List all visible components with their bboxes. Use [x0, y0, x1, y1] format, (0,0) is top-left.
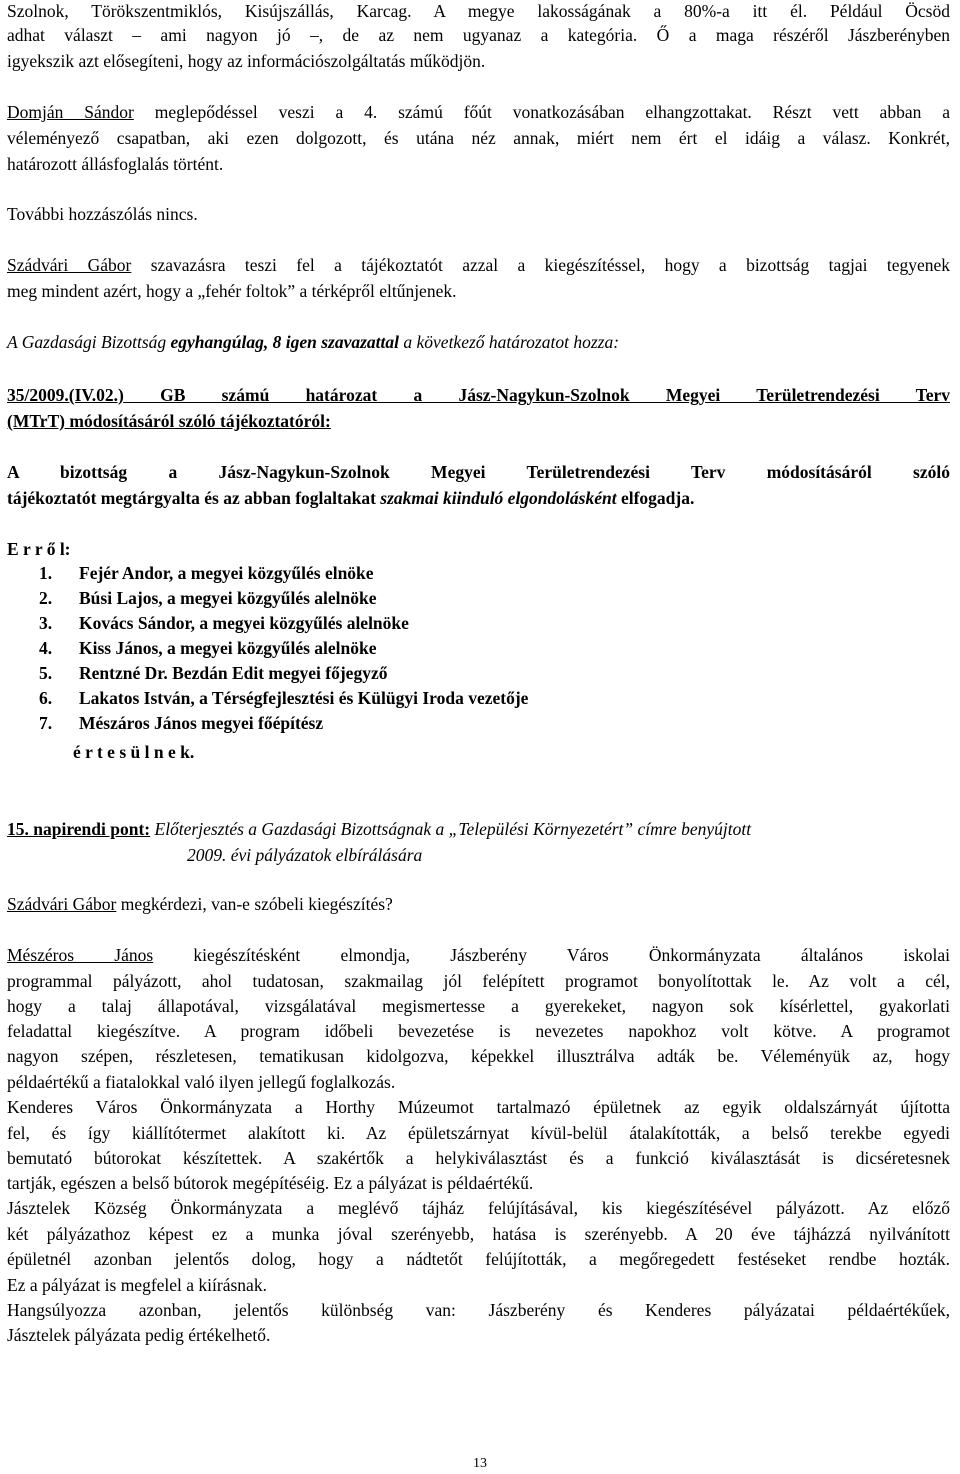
list-text: Búsi Lajos, a megyei közgyűlés alelnöke [79, 588, 377, 608]
text-line: Jásztelek Község Önkormányzata a meglévő tájház felújításával, kis kiegészítésével pályázott. Az előző [7, 1198, 950, 1218]
text-line: véleményező csapatban, aki ezen dolgozott, és utána néz annak, miért nem ért el idáig a válasz. Konkrét, [7, 128, 950, 148]
text-line: épületnél azonban jelentős dolog, hogy a nádtetőt felújították, a megőregedett festéseket rendbe hozták. [7, 1249, 950, 1269]
text-line: határozott állásfoglalás történt. [7, 154, 224, 174]
text-span: elfogadja. [616, 488, 695, 508]
list-item [7, 663, 947, 688]
errol-heading: E r r ő l: [7, 539, 71, 559]
text-line: programmal pályázott, ahol tudatosan, szakmailag jól felépített programot bonyolítottak le. Az volt a cél, [7, 971, 950, 991]
text-span: egyhangúlag, 8 igen szavazattal [170, 332, 400, 352]
list-text: Kovács Sándor, a megyei közgyűlés alelnöke [79, 613, 409, 633]
speaker-name: Szádvári Gábor [7, 894, 117, 914]
text-line: meg mindent azért, hogy a „fehér foltok” a térképről eltűnjenek. [7, 281, 457, 301]
list-item [7, 613, 947, 638]
speaker-name: Domján Sándor [7, 102, 134, 122]
agenda-title: Előterjesztés a Gazdasági Bizottságnak a „Települési Környezetért” címre benyújtott [150, 819, 752, 839]
text-line: bemutató bútorokat készítettek. A szakértők a helykiválasztást és a funkció kiválasztását is dicséretesnek [7, 1148, 950, 1168]
speaker-name: Szádvári Gábor [7, 255, 132, 275]
text-span: megkérdezi, van-e szóbeli kiegészítés? [116, 894, 393, 914]
text-line: Jásztelek pályázata pedig értékelhető. [7, 1325, 271, 1345]
text-span: kiegészítésként elmondja, Jászberény Város Önkormányzata általános iskolai [153, 945, 950, 965]
resolution-body [7, 487, 950, 509]
text-line: tartják, egészen a belső bútorok megépítéséig. Ez a pályázat is példaértékű. [7, 1173, 534, 1193]
list-number: 1. [39, 563, 53, 583]
text-line: adhat választ – ami nagyon jó –, de az nem ugyanaz a kategória. Ő a maga részéről Jászberényben [7, 25, 950, 45]
text-line: feladattal kiegészítve. A program időbeli bevezetése is nevezetes napokhoz volt kötve. A programot [7, 1021, 950, 1041]
text-line [7, 101, 950, 123]
text-span: szavazásra teszi fel a tájékoztatót azzal a kiegészítéssel, hogy a bizottság tagjai tegyenek [131, 255, 950, 275]
list-text: Mészáros János megyei főépítész [79, 713, 324, 733]
list-number: 7. [39, 713, 53, 733]
recipient-list [7, 563, 947, 738]
text-span: GB számú határozat a Jász-Nagykun-Szolnok Megyei Területrendezési Terv [123, 385, 950, 405]
resolution-heading [7, 384, 950, 406]
list-number: 6. [39, 688, 53, 708]
text-line: igyekszik azt elősegíteni, hogy az információszolgáltatás működjön. [7, 51, 486, 71]
list-number: 4. [39, 638, 53, 658]
list-item [7, 563, 947, 588]
text-span: A Gazdasági Bizottság [7, 332, 171, 352]
text-line: Szolnok, Törökszentmiklós, Kisújszállás, Karcag. A megye lakosságának a 80%-a itt él. Például Öcsöd [7, 1, 950, 21]
text-line [7, 944, 950, 966]
vote-line [7, 331, 950, 353]
list-number: 2. [39, 588, 53, 608]
resolution-body: A bizottság a Jász-Nagykun-Szolnok Megyei Területrendezési Terv módosításáról szóló [7, 462, 950, 482]
text-line: Ez a pályázat is megfelel a kiírásnak. [7, 1275, 267, 1295]
text-line: hogy a talaj állapotával, vizsgálatával megismertesse a gyerekeket, nagyon sok kísérlettel, gyakorlati [7, 996, 950, 1016]
notified-label: é r t e s ü l n e k. [73, 742, 195, 762]
text-line: két pályázathoz képest ez a munka jóval szerényebb, hatása is szerényebb. A 20 éve tájházzá nyilvánított [7, 1224, 950, 1244]
list-item [7, 588, 947, 613]
list-item [7, 638, 947, 663]
text-span: a következő határozatot hozza: [399, 332, 620, 352]
list-item [7, 688, 947, 713]
page-number: 13 [473, 1456, 487, 1471]
list-number: 5. [39, 663, 53, 683]
text-line: További hozzászólás nincs. [7, 204, 198, 224]
text-line [7, 254, 950, 276]
text-line: fel, és így kiállítótermet alakított ki. Az épületszárnyat kívül-belül átalakították, a belső terekbe egyedi [7, 1123, 950, 1143]
list-text: Fejér Andor, a megyei közgyűlés elnöke [79, 563, 374, 583]
text-span: szakmai kiinduló elgondolásként [380, 488, 617, 508]
agenda-title: 2009. évi pályázatok elbírálására [187, 845, 423, 865]
list-text: Rentzné Dr. Bezdán Edit megyei főjegyző [79, 663, 388, 683]
text-span: tájékoztatót megtárgyalta és az abban foglaltakat [7, 488, 381, 508]
agenda-line [7, 818, 950, 840]
text-line: nagyon szépen, részletesen, tematikusan kidolgozva, képekkel illusztrálva adták be. Véleményük az, hogy [7, 1046, 950, 1066]
speaker-name: Mészéros János [7, 945, 154, 965]
resolution-number: 35/2009.(IV.02.) [7, 385, 124, 405]
text-line: példaértékű a fiatalokkal való ilyen jellegű foglalkozás. [7, 1072, 396, 1092]
text-line: Hangsúlyozza azonban, jelentős különbség van: Jászberény és Kenderes pályázatai példaértékűek, [7, 1300, 950, 1320]
list-text: Lakatos István, a Térségfejlesztési és Külügyi Iroda vezetője [79, 688, 529, 708]
resolution-heading: (MTrT) módosításáról szóló tájékoztatóról: [7, 411, 331, 431]
agenda-label: 15. napirendi pont: [7, 819, 151, 839]
text-line: Kenderes Város Önkormányzata a Horthy Múzeumot tartalmazó épületnek az egyik oldalszárnyát újította [7, 1097, 950, 1117]
text-span: meglepődéssel veszi a 4. számú főút vonatkozásában elhangzottakat. Részt vett abban a [133, 102, 950, 122]
list-number: 3. [39, 613, 53, 633]
list-item [7, 713, 947, 738]
list-text: Kiss János, a megyei közgyűlés alelnöke [79, 638, 377, 658]
text-line [7, 893, 950, 915]
